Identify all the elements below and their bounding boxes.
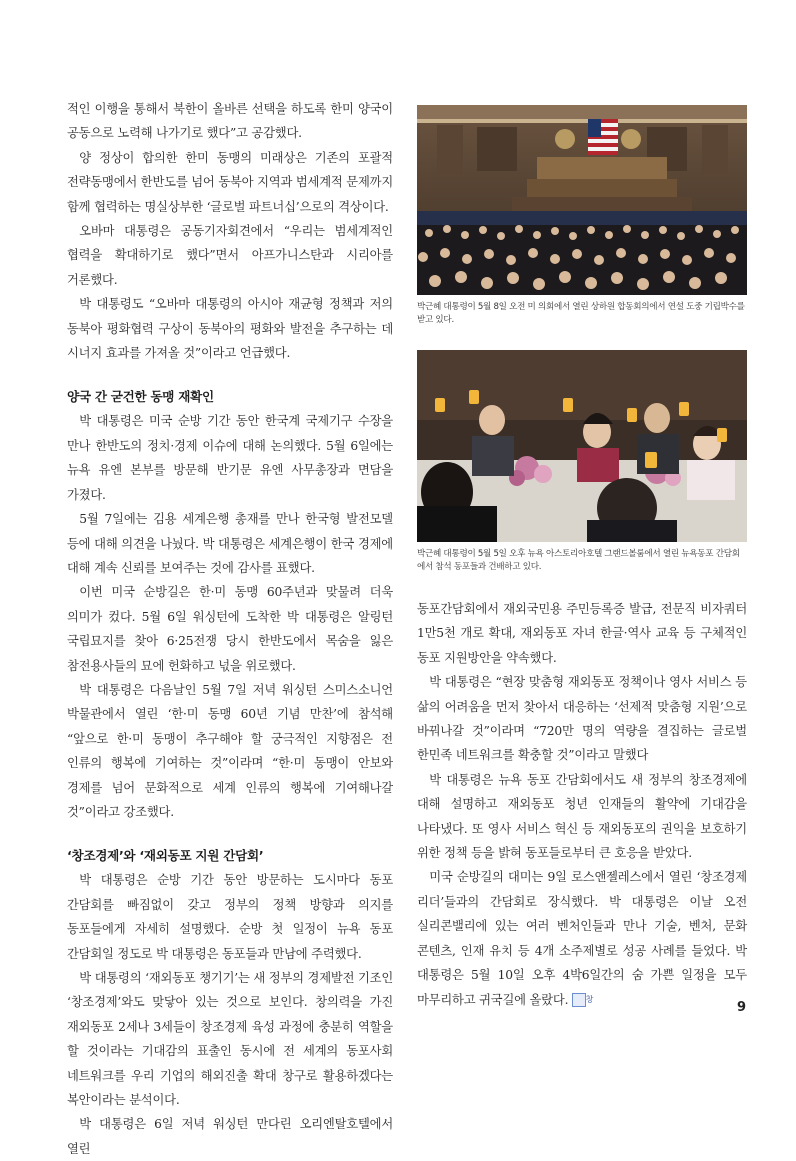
paragraph: 5월 7일에는 김용 세계은행 총재를 만나 한국형 발전모델 등에 대해 의견을 나눴다. 박 대통령은 세계은행이 한국 경제에 대해 계속 신뢰를 보여주는 것에 감사를 표했다.: [67, 512, 393, 575]
paragraph: 이번 미국 순방길은 한·미 동맹 60주년과 맞물려 더욱 의미가 컸다. 5월 6일 워싱턴에 도착한 박 대통령은 알링턴 국립묘지를 찾아 6·25전쟁 당시 한반도에서 목숨을 잃은 참전용사들의 묘에 헌화하고 넋을 위로했다.: [67, 585, 393, 673]
toast-photo: [417, 350, 747, 542]
paragraph: 박 대통령은 미국 순방 기간 동안 한국계 국제기구 수장을 만나 한반도의 정치·경제 이슈에 대해 논의했다. 5월 6일에는 뉴욕 유엔 본부를 방문해 반기문 유엔 사무총장과 면담을 가졌다.: [67, 414, 393, 502]
left-column: [67, 97, 393, 1161]
paragraph-text: 미국 순방길의 대미는 9일 로스앤젤레스에서 열린 ‘창조경제 리더’들과의 간담회로 장식했다. 박 대통령은 이날 오전 실리콘밸리에 있는 여러 벤처인들과 만나 기술, 벤처, 문화 콘텐츠, 인재 유치 등 4개 소주제별로 성공 사례를 들었다. 박 대통령은 5월 10일 오후 4박6일간의 숨 가쁜 일정을 모두 마무리하고 귀국길에 올랐다.: [417, 870, 747, 1007]
paragraph: 양 정상이 합의한 한미 동맹의 미래상은 기존의 포괄적 전략동맹에서 한반도를 넘어 동북아 지역과 범세계적 문제까지 함께 협력하는 명실상부한 ‘글로벌 파트너십’으로의 격상이다.: [67, 150, 393, 214]
photo-caption: 박근혜 대통령이 5월 5일 오후 뉴욕 아스토리아호텔 그랜드볼룸에서 열린 뉴욕동포 간담회에서 참석 동포들과 건배하고 있다.: [417, 549, 740, 572]
paragraph: 적인 이행을 통해서 북한이 올바른 선택을 하도록 한미 양국이 공동으로 노력해 나가기로 했다”고 공감했다.: [67, 102, 393, 141]
paragraph: 오바마 대통령은 공동기자회견에서 “우리는 범세계적인 협력을 확대하기로 했다”면서 아프가니스탄과 시리아를 거론했다.: [67, 224, 393, 287]
paragraph: 박 대통령은 6일 저녁 워싱턴 만다린 오리엔탈호텔에서 열린: [67, 1117, 393, 1156]
paragraph: 박 대통령도 “오바마 대통령의 아시아 재균형 정책과 저의 동북아 평화협력 구상이 동북아의 평화와 발전을 추구하는 데 시너지 효과를 가져올 것”이라고 언급했다.: [67, 297, 393, 361]
end-mark-icon: 창: [572, 993, 586, 1007]
paragraph: 박 대통령은 다음날인 5월 7일 저녁 워싱턴 스미스소니언 박물관에서 열린 ‘한·미 동맹 60년 기념 만찬’에 참석해 “앞으로 한·미 동맹이 추구해야 할 궁극적인 지향점은 전 인류의 행복에 기여하는 것”이라며 “한·미 동맹이 안보와 경제를 넘어 문화적으로 세계 인류의 행복에 기여해나갈 것”이라고 강조했다.: [67, 682, 393, 819]
paragraph: 박 대통령은 순방 기간 동안 방문하는 도시마다 동포 간담회를 빠짐없이 갖고 정부의 정책 방향과 의지를 동포들에게 자세히 설명했다. 순방 첫 일정이 뉴욕 동포 간담회일 정도로 박 대통령은 동포들과 만남에 주력했다.: [67, 873, 393, 961]
section-heading: 양국 간 굳건한 동맹 재확인: [67, 389, 214, 405]
right-column: [417, 597, 747, 1012]
photo-caption: 박근혜 대통령이 5월 8일 오전 미 의회에서 열린 상하원 합동회의에서 연설 도중 기립박수를 받고 있다.: [417, 302, 745, 325]
paragraph: 박 대통령은 뉴욕 동포 간담회에서도 새 정부의 창조경제에 대해 설명하고 재외동포 청년 인재들의 활약에 기대감을 나타냈다. 또 영사 서비스 혁신 등 재외동포의 권익을 보호하기 위한 정책 등을 밝혀 동포들로부터 큰 호응을 받았다.: [417, 772, 747, 861]
paragraph: 박 대통령은 “현장 맞춤형 재외동포 정책이나 영사 서비스 등 삶의 어려움을 먼저 찾아서 대응하는 ‘선제적 맞춤형 지원’으로 바꿔나갈 것”이라며 “720만 명의 역량을 결집하는 글로벌 한민족 네트워크를 확충할 것”이라고 말했다: [417, 675, 747, 763]
paragraph: 박 대통령의 ‘재외동포 챙기기’는 새 정부의 경제발전 기조인 ‘창조경제’와도 맞닿아 있는 것으로 보인다. 창의력을 가진 재외동포 2세나 3세들이 창조경제 육성 과정에 충분히 역할을 할 것이라는 기대감의 표출인 동시에 전 세계의 동포사회 네트워크를 우리 기업의 해외진출 확대 창구로 활용하겠다는 복안이라는 분석이다.: [67, 971, 393, 1108]
paragraph: [417, 865, 747, 1011]
section-heading: ‘창조경제’와 ‘재외동포 지원 간담회’: [67, 848, 264, 864]
paragraph: 동포간담회에서 재외국민용 주민등록증 발급, 전문직 비자쿼터 1만5천 개로 확대, 재외동포 자녀 한글·역사 교육 등 구체적인 동포 지원방안을 약속했다.: [417, 602, 747, 665]
page-number: 9: [736, 1000, 746, 1015]
congress-photo: [417, 105, 747, 295]
